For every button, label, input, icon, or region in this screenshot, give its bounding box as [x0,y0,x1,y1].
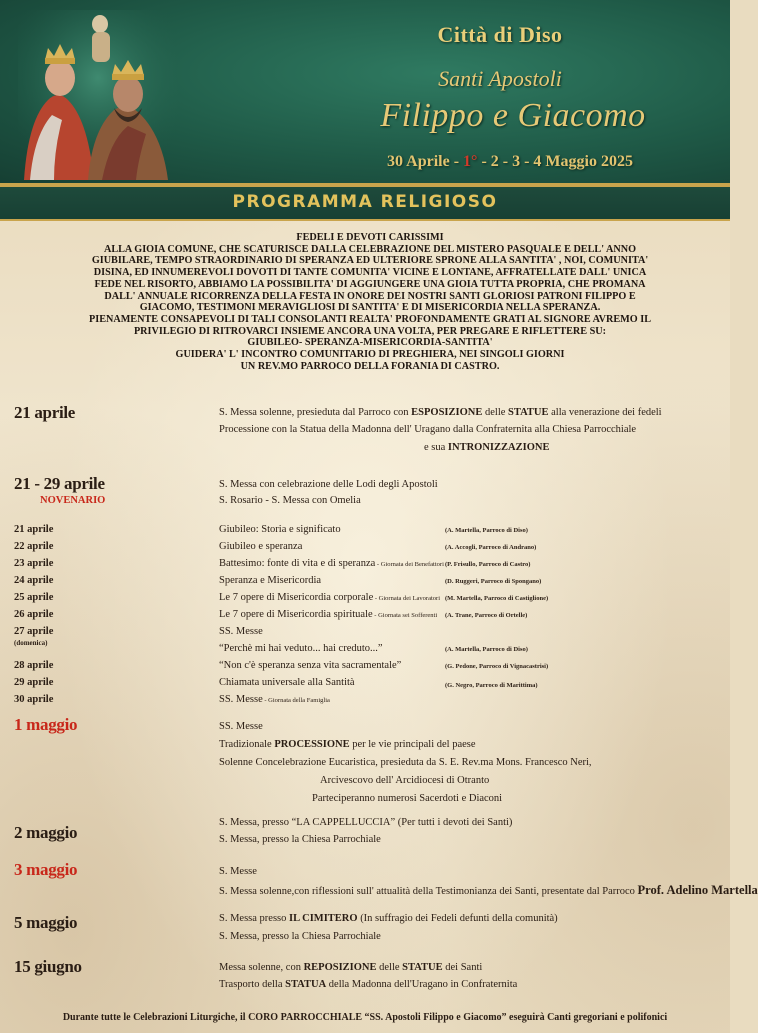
celebrant-credit: (G. Negro, Parroco di Marittima) [445,682,538,689]
intro-line: PIENAMENTE CONSAPEVOLI DI TALI CONSOLANTI REALTA' PROFONDAMENTE GRATI AL SIGNORE AVREMO IL [89,313,651,325]
event-description [219,592,440,603]
date-label: 3 maggio [14,860,78,879]
date-label: 21 aprile [14,524,54,535]
event-description [219,609,437,620]
event-description [219,558,444,569]
intro-line: PRIVILEGIO DI RITROVARCI INSIEME ANCORA UNA VOLTA, PER PREGARE E RIFLETTERE SU: [133,325,607,337]
event-note: - Giornata della Famiglia [262,697,330,704]
event-description [219,883,758,898]
date-sub-label: (domenica) [14,639,48,647]
event-description [219,524,341,535]
event-description [219,979,517,990]
date-label: 28 aprile [14,660,54,671]
event-description: Arcivescovo dell' Arcidiocesi di Otranto [320,775,490,786]
event-text: IL CIMITERO [289,913,358,924]
event-text: Messa solenne, con [219,962,304,973]
event-description: S. Messa, presso “LA CAPPELLUCCIA” (Per tutti i devoti dei Santi) [219,817,513,828]
event-description: SS. Messe [219,721,263,732]
event-text: alla venerazione dei fedeli [548,407,662,418]
celebrant-credit: (A. Trane, Parroco di Ortelle) [445,612,528,619]
saints-statues-image [18,10,178,180]
dates-part-a: 30 Aprile - [387,153,464,170]
festival-dates [385,153,635,171]
event-description [219,541,302,552]
event-text: ESPOSIZIONE [411,407,483,418]
event-text: Prof. Adelino Martella [637,883,758,897]
date-label: 15 giugno [14,957,82,976]
event-text: PROCESSIONE [274,739,350,750]
event-text: STATUE [508,407,549,418]
intro-line: DALL' ANNUALE RICORRENZA DELLA FESTA IN ONORE DEI NOSTRI SANTI GLORIOSI PATRONI FILIPPO E [104,290,636,302]
event-text: Le 7 opere di Misericordia spirituale [219,609,373,620]
celebrant-credit: (D. Ruggeri, Parroco di Spongano) [445,578,542,585]
celebrant-credit: (A. Martella, Parroco di Diso) [445,527,528,534]
event-description [219,739,476,750]
date-label: 29 aprile [14,677,54,688]
event-description [219,575,321,586]
event-description: Parteciperanno numerosi Sacerdoti e Diaconi [312,793,503,804]
event-description [219,407,662,418]
date-label: 1 maggio [14,715,78,734]
intro-line: UN REV.MO PARROCO DELLA FORANIA DI CASTRO. [240,360,500,372]
intro-line: GUIDERA' L' INCONTRO COMUNITARIO DI PREGHIERA, NEI SINGOLI GIORNI [175,349,565,361]
event-text: della Madonna dell'Uragano in Confraternita [326,979,518,990]
event-description [219,913,558,924]
intro-line: FEDELI E DEVOTI CARISSIMI [296,232,444,243]
event-text: Speranza e Misericordia [219,575,322,586]
novenario-label: NOVENARIO [40,495,106,506]
celebrant-credit: (P. Frisullo, Parroco di Castro) [445,561,531,568]
event-text: Giubileo e speranza [219,541,303,552]
event-text: (In suffragio dei Fedeli defunti della comunità) [357,913,558,924]
event-description: Processione con la Statua della Madonna dell' Uragano dalla Confraternita alla Chiesa Parrocchiale [219,424,637,435]
event-text: delle [376,962,403,973]
intro-line: DISINA, ED INNUMEREVOLI DOVOTI DI TANTE COMUNITA' VICINE E LONTANE, AFFRATELLATE DALL' UNICA [93,267,647,279]
event-description [219,694,330,705]
celebrant-credit: (A. Accogli, Parroco di Andrano) [445,544,537,551]
saints-names-title: Filippo e Giacomo [380,97,646,134]
date-label: 24 aprile [14,575,54,586]
date-label: 21 aprile [14,403,76,422]
event-text: e sua [424,442,448,453]
header [0,0,730,183]
intro-line: GIUBILEO- SPERANZA-MISERICORDIA-SANTITA' [247,337,493,349]
date-label: 27 aprile [14,626,54,637]
event-description: Solenne Concelebrazione Eucaristica, presieduta da S. E. Rev.ma Mons. Francesco Neri, [219,757,592,768]
event-description: “Non c'è speranza senza vita sacramentale” [219,660,402,671]
event-description: S. Messa, presso la Chiesa Parrochiale [219,834,381,845]
event-text: per le vie principali del paese [349,739,476,750]
santi-apostoli-title: Santi Apostoli [438,66,562,91]
date-label: 5 maggio [14,913,78,932]
date-label: 25 aprile [14,592,54,603]
date-label: 22 aprile [14,541,54,552]
program-title: PROGRAMMA RELIGIOSO [232,192,498,212]
event-text: Le 7 opere di Misericordia corporale [219,592,374,603]
event-text: INTRONIZZAZIONE [447,442,550,453]
event-text: S. Messa presso [219,913,289,924]
celebrant-credit: (A. Martella, Parroco di Diso) [445,646,528,653]
event-text: REPOSIZIONE [303,962,377,973]
event-note: - Giornata sei Sofferenti [372,612,438,619]
intro-line: ALLA GIOIA COMUNE, CHE SCATURISCE DALLA CELEBRAZIONE DEL MISTERO PASQUALE E DELL' ANNO [103,243,637,255]
event-description [219,962,482,973]
program-banner [0,187,730,221]
footer-note: Durante tutte le Celebrazioni Liturgiche, il CORO PARROCCHIALE “SS. Apostoli Filippo e Giacomo” eseguirà Canti gregoriani e polifonici [62,1012,668,1023]
dates-part-b: - 2 - 3 - 4 Maggio 2025 [477,153,633,170]
date-label: 21 - 29 aprile [14,474,105,493]
intro-text [70,232,670,372]
date-label: 30 aprile [14,694,54,705]
event-text: SS. Messe [219,694,263,705]
dates-first-may: 1° [463,153,478,170]
date-label: 23 aprile [14,558,54,569]
event-note: - Giornata dei Benefattori [375,561,444,568]
intro-line: FEDE NEL RISORTO, ABBIAMO LA POSSIBILITA' DI AGGIUNGERE UNA GIOIA TUTTA PROPRIA, CHE PROMANA [94,278,646,290]
city-title: Città di Diso [437,22,563,47]
event-description [424,442,549,453]
celebrant-credit: (G. Pedone, Parroco di Vignacastrisi) [445,663,549,670]
event-text: Battesimo: fonte di vita e di speranza [219,558,376,569]
event-text: delle [482,407,509,418]
event-text: S. Messa solenne,con riflessioni sull' attualità della Testimonianza dei Santi, presentate dal Parroco [219,886,638,897]
event-text: dei Santi [442,962,483,973]
event-description: “Perchè mi hai veduto... hai creduto...” [219,643,383,654]
event-note: - Giornata dei Lavoratori [373,595,441,602]
event-description: S. Messa, presso la Chiesa Parrochiale [219,931,381,942]
event-description: S. Rosario - S. Messa con Omelia [219,495,361,506]
event-text: Trasporto della [219,979,286,990]
event-text: STATUE [402,962,443,973]
event-description: SS. Messe [219,626,263,637]
event-text: Giubileo: Storia e significato [219,524,341,535]
event-text: Tradizionale [219,739,275,750]
intro-line: GIUBILARE, TEMPO STRAORDINARIO DI SPERANZA ED ULTERIORE SPRONE ALLA SANTITA' , NOI, COMUNITA' [91,255,649,267]
date-label: 2 maggio [14,823,78,842]
event-description: S. Messe [219,866,257,877]
event-description: Chiamata universale alla Santità [219,677,355,688]
event-text: S. Messa solenne, presieduta dal Parroco con [219,407,412,418]
intro-line: GIACOMO, TESTIMONI MERAVIGLIOSI DI SANTITA' E DI MISERICORDIA NELLA SPERANZA. [139,302,601,314]
event-text: STATUA [285,979,327,990]
celebrant-credit: (M. Martella, Parroco di Castiglione) [445,595,549,602]
event-description: S. Messa con celebrazione delle Lodi degli Apostoli [219,479,438,490]
date-label: 26 aprile [14,609,54,620]
